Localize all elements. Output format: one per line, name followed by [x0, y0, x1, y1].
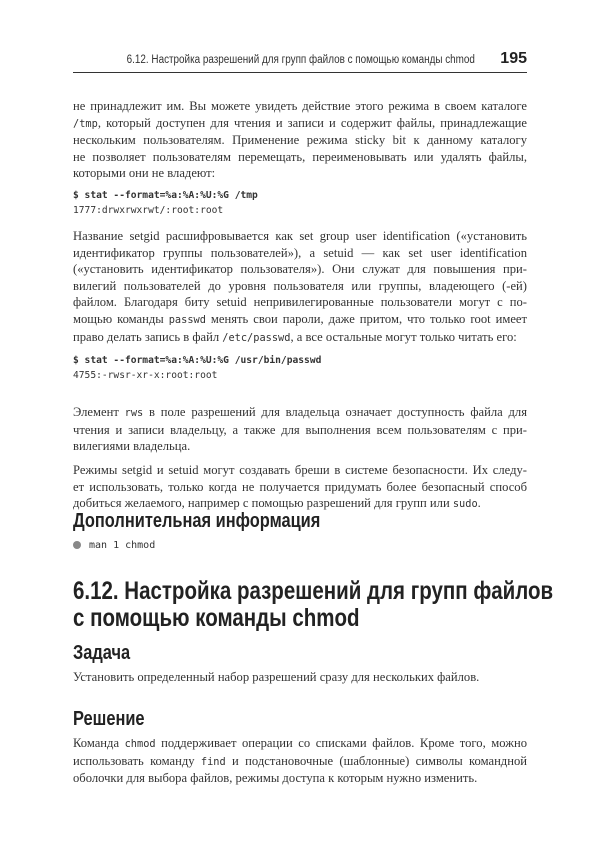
text-run: которыми они не владеют:: [73, 166, 216, 181]
page-number: 195: [500, 50, 527, 67]
inline-code: find: [200, 755, 226, 768]
section-heading: Решение: [73, 708, 145, 730]
heading-line: с помощью команды chmod: [73, 604, 360, 632]
code-output: 1777:drwxrwxrwt/:root:root: [73, 205, 224, 216]
inline-code: chmod: [124, 738, 156, 750]
text-run: Элемент: [73, 405, 125, 419]
code-output: 4755:-rwsr-xr-x:root:root: [73, 370, 218, 381]
text-line: [73, 438, 527, 455]
code-command: $ stat --format=%a:%A:%U:%G /usr/bin/passwd: [73, 355, 322, 366]
text-run: чтения и записи владельцу, а также для выполнения всем пользователям с при-: [73, 422, 527, 437]
code-block: [73, 188, 527, 218]
code-command: $ stat --format=%a:%A:%U:%G /tmp: [73, 190, 258, 201]
text-line: [73, 735, 527, 753]
text-run: не принадлежит им. Вы можете увидеть действие этого режима в своем каталоге: [73, 99, 527, 113]
text-line: [73, 311, 527, 329]
text-line: [73, 228, 527, 245]
text-run: ет использовать, только когда не получается придумать более безопасный способ: [73, 479, 527, 494]
text-run: файлом. Благодаря биту setuid непривилегированные пользователи могут с по-: [73, 295, 527, 310]
text-line: [73, 115, 527, 133]
text-line: [73, 261, 527, 278]
text-run: нескольким пользователям. Применение режима sticky bit к данному каталогу: [73, 133, 527, 148]
text-run: оболочки для выбора файлов, режимы доступа к которым нужно изменить.: [73, 771, 478, 786]
text-run: , который доступен для чтения и записи и содержит файлы, принадлежащие: [97, 115, 527, 130]
text-run: в поле разрешений для владельца означает доступность файла для: [143, 405, 527, 419]
text-line: [73, 294, 527, 311]
running-header: [73, 50, 527, 73]
text-line: [73, 132, 527, 149]
text-run: идентификатор группы пользователей»), а setuid — как set user identification: [73, 245, 527, 260]
text-run: использовать команду: [73, 753, 201, 768]
inline-code: /tmp: [73, 117, 98, 130]
text-line: [73, 245, 527, 262]
bullet-text: man 1 chmod: [89, 540, 156, 551]
text-run: .: [477, 496, 481, 511]
text-run: Название setgid расшифровывается как set group user identification («установить: [73, 229, 527, 243]
text-run: («установить идентификатор пользователя»). Они служат для повышения при-: [73, 262, 527, 277]
text-run: Установить определенный набор разрешений сразу для нескольких файлов.: [73, 670, 480, 684]
inline-code: rws: [124, 407, 144, 419]
text-line: [73, 278, 527, 295]
text-run: право делать запись в файл: [73, 329, 223, 344]
text-run: вилегиями владельца.: [73, 439, 191, 454]
inline-code: sudo: [452, 498, 478, 511]
text-line: [73, 404, 527, 422]
paragraph: [73, 228, 527, 346]
section-heading: Дополнительная информация: [73, 510, 321, 532]
chapter-heading: [73, 577, 554, 632]
text-run: и подстановочные (шаблонные) символы командной: [225, 753, 527, 768]
text-line: [73, 165, 527, 182]
code-block: [73, 353, 527, 383]
inline-code: /etc/passwd: [222, 331, 291, 344]
paragraph: [73, 669, 527, 686]
text-line: [73, 479, 527, 496]
text-run: поддерживает операции со списками файлов. Кроме того, можно: [155, 736, 527, 750]
bullet-item: [73, 540, 527, 551]
text-line: [73, 753, 527, 771]
inline-code: passwd: [168, 313, 206, 326]
text-run: мощью команды: [73, 311, 169, 326]
text-line: [73, 422, 527, 439]
paragraph: [73, 98, 527, 182]
heading-line: 6.12. Настройка разрешений для групп файлов: [73, 577, 554, 605]
text-run: , а все остальные могут только читать его:: [290, 329, 517, 344]
text-line: [73, 329, 527, 347]
text-run: добиться желаемого, например с помощью разрешений для групп или: [73, 496, 453, 511]
text-run: не позволяет пользователям перемещать, переименовывать или удалять файлы,: [73, 149, 527, 164]
text-run: менять свои пароли, даже притом, что только root имеет: [205, 311, 528, 326]
running-title: 6.12. Настройка разрешений для групп файлов с помощью команды chmod: [126, 54, 475, 66]
bullet-icon: [73, 541, 81, 549]
text-run: Команда: [73, 736, 125, 750]
text-line: [73, 149, 527, 166]
text-line: [73, 770, 527, 787]
paragraph: [73, 462, 527, 513]
section-heading: Задача: [73, 642, 131, 664]
text-line: [73, 98, 527, 115]
text-run: Режимы setgid и setuid могут создавать бреши в системе безопасности. Их следу-: [73, 463, 527, 477]
text-line: [73, 462, 527, 479]
paragraph: [73, 404, 527, 455]
text-run: вилегий пользователей до уровня пользователя или группы, владеющего (-ей): [73, 278, 527, 293]
paragraph: [73, 735, 527, 787]
text-line: [73, 669, 527, 686]
